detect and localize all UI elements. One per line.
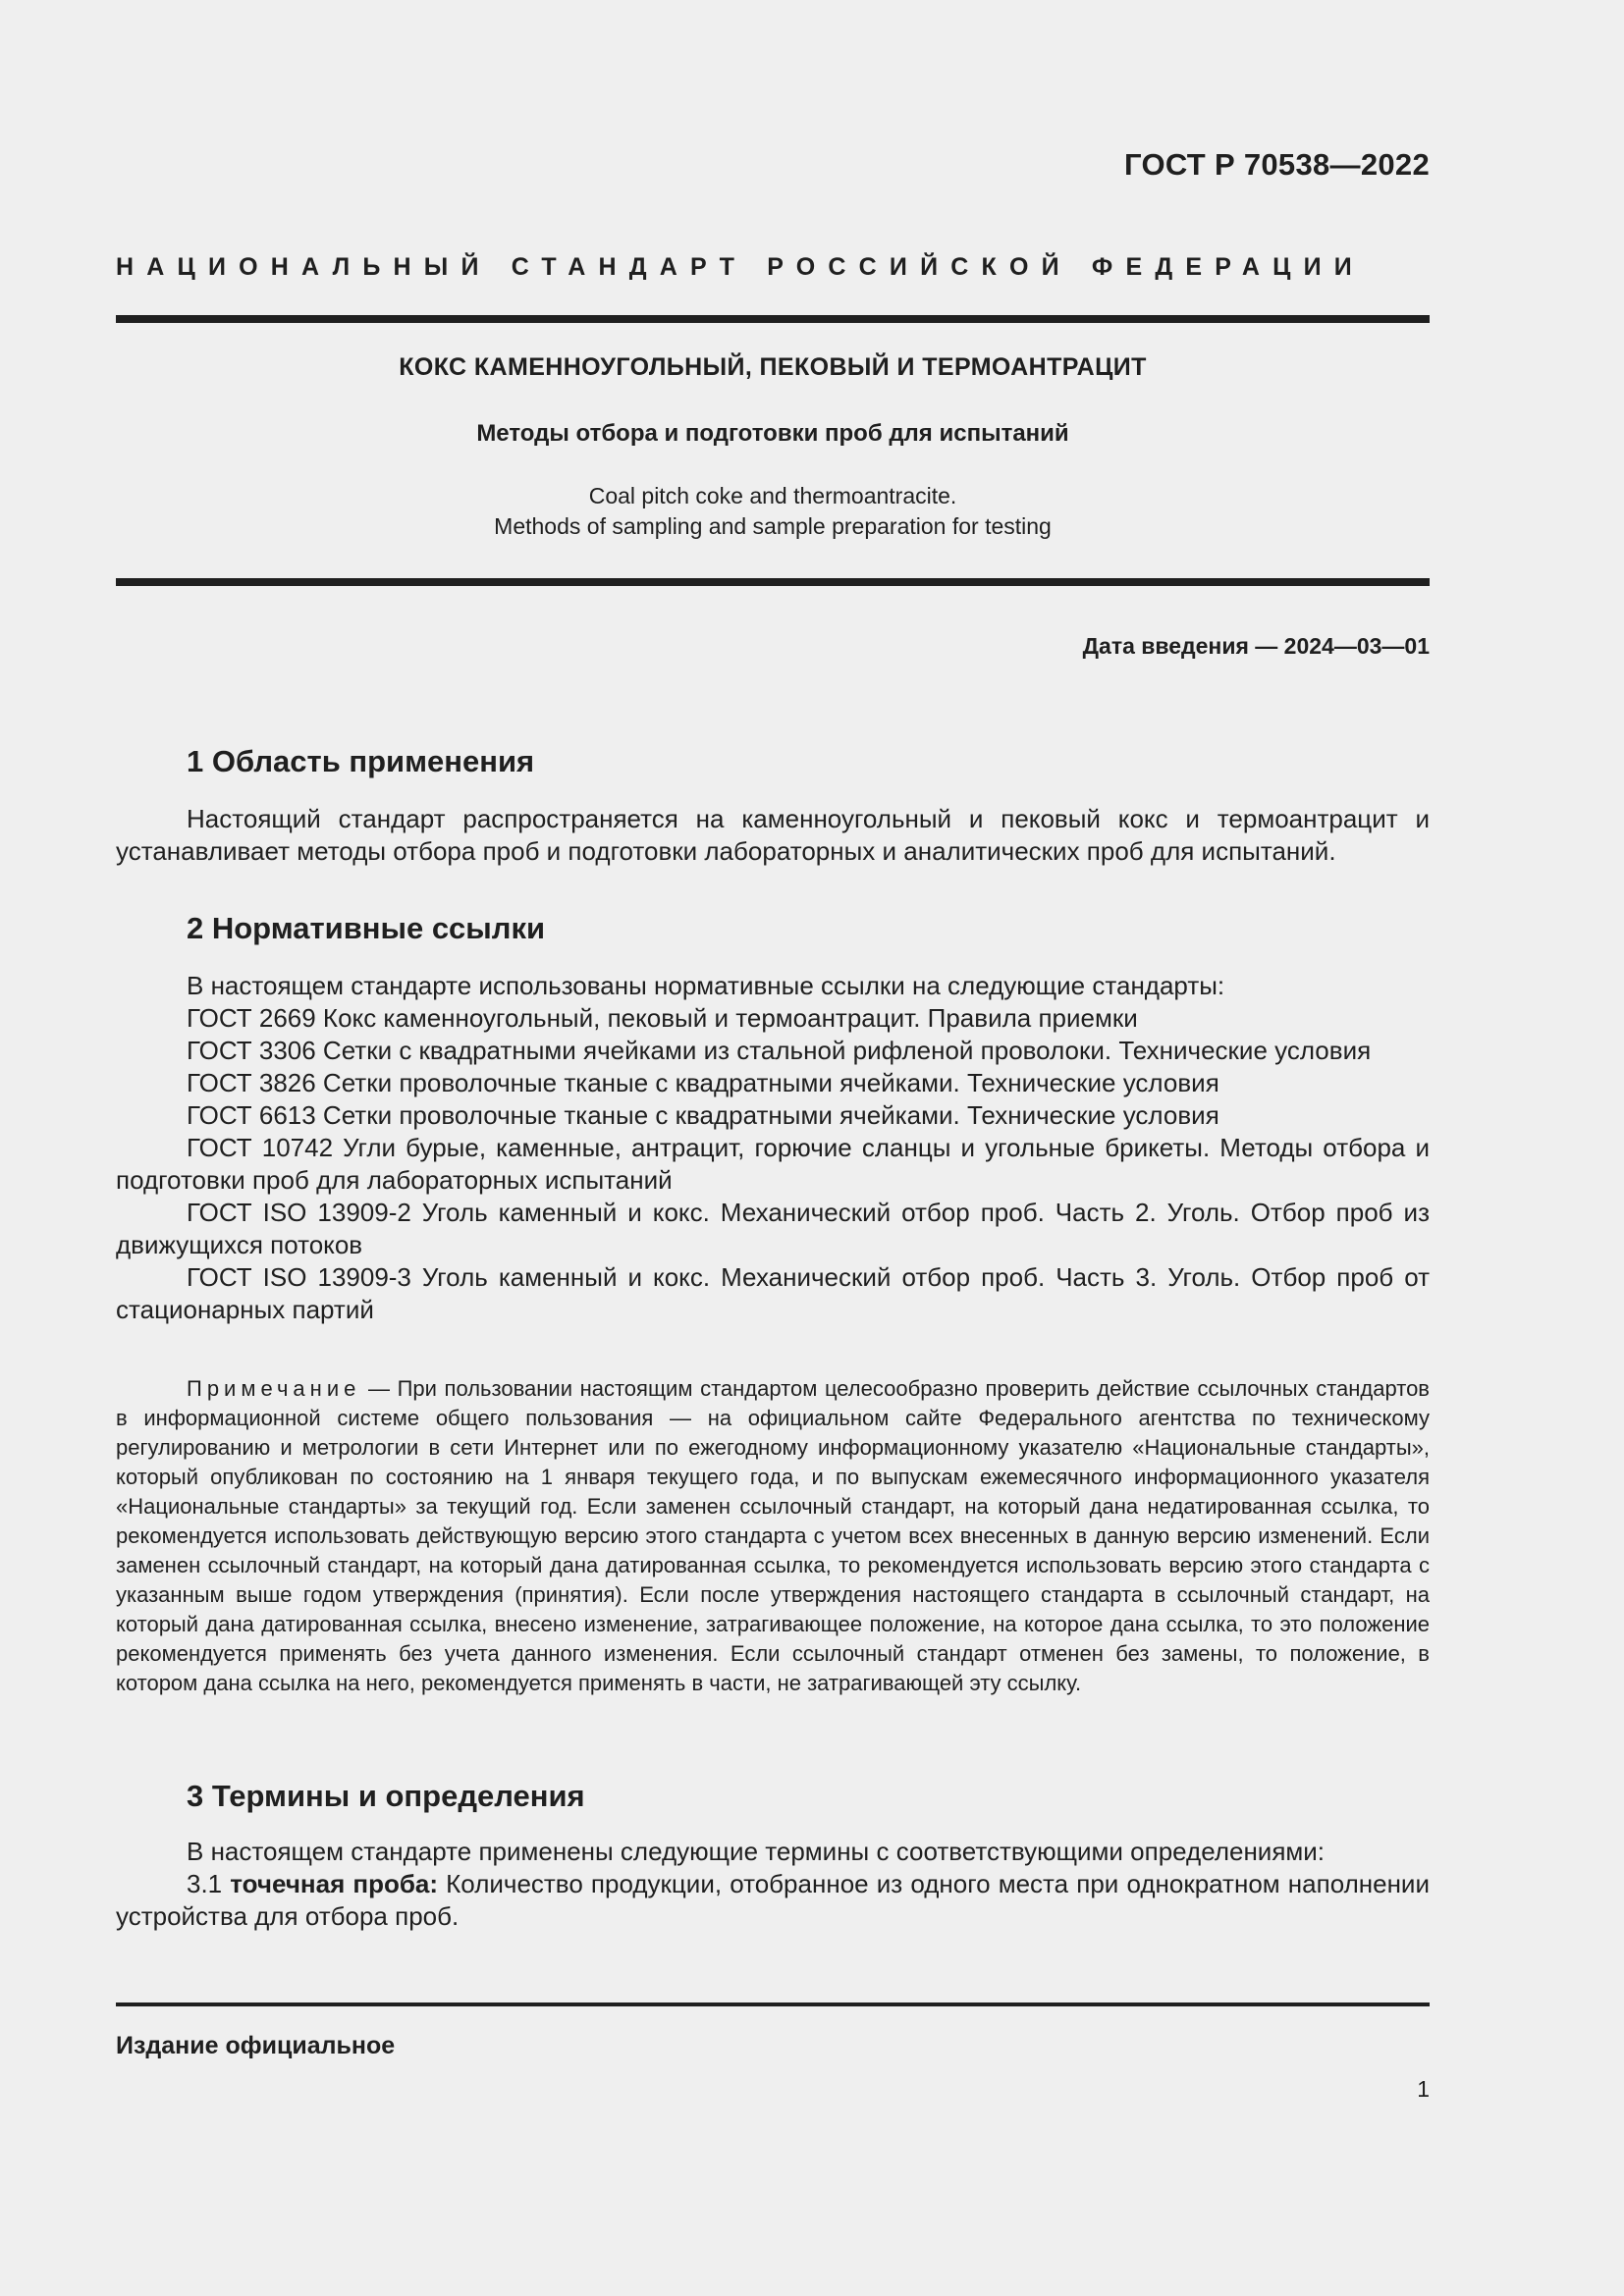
document-title: КОКС КАМЕННОУГОЛЬНЫЙ, ПЕКОВЫЙ И ТЕРМОАНТРАЦИТ [399, 353, 1147, 381]
reference-item: ГОСТ 3306 Сетки с квадратными ячейками из стальной рифленой проволоки. Технические условия [187, 1036, 1372, 1065]
normative-note [116, 1374, 1430, 1698]
reference-item: ГОСТ 6613 Сетки проволочные тканые с квадратными ячейками. Технические условия [187, 1100, 1219, 1130]
section-3-intro: В настоящем стандарте применены следующие термины с соответствующими определениями: [187, 1837, 1326, 1866]
gost-code: ГОСТ Р 70538—2022 [1124, 147, 1430, 182]
introduction-date: Дата введения — 2024—03—01 [1082, 633, 1430, 659]
term-definition [116, 1868, 1430, 1933]
header-rule [116, 315, 1430, 323]
reference-item: ГОСТ 2669 Кокс каменноугольный, пековый и термоантрацит. Правила приемки [187, 1003, 1138, 1033]
page-number: 1 [1417, 2076, 1430, 2102]
section-1-heading: 1 Область применения [187, 744, 535, 778]
section-3-heading: 3 Термины и определения [187, 1779, 585, 1813]
publication-label: Издание официальное [116, 2032, 396, 2059]
footer-rule [116, 2002, 1430, 2006]
section-2-body [116, 970, 1430, 1326]
national-standard-banner: НАЦИОНАЛЬНЫЙ СТАНДАРТ РОССИЙСКОЙ ФЕДЕРАЦИИ [116, 253, 1365, 281]
reference-item: ГОСТ ISO 13909-3 Уголь каменный и кокс. Механический отбор проб. Часть 3. Уголь. Отбор проб от стационарных партий [116, 1262, 1430, 1324]
note-label: Примечание [187, 1376, 361, 1401]
term-number: 3.1 [187, 1869, 231, 1898]
document-subtitle: Методы отбора и подготовки проб для испытаний [476, 420, 1069, 447]
term-name: точечная проба: [230, 1869, 439, 1898]
english-title-line-2: Methods of sampling and sample preparation for testing [494, 513, 1052, 539]
section-2-heading: 2 Нормативные ссылки [187, 911, 546, 945]
reference-item: ГОСТ ISO 13909-2 Уголь каменный и кокс. Механический отбор проб. Часть 2. Уголь. Отбор проб из движущихся потоков [116, 1198, 1430, 1259]
reference-item: ГОСТ 3826 Сетки проволочные тканые с квадратными ячейками. Технические условия [187, 1068, 1219, 1097]
section-1-body [116, 803, 1430, 868]
section-2-intro: В настоящем стандарте использованы нормативные ссылки на следующие стандарты: [187, 971, 1225, 1000]
reference-item: ГОСТ 10742 Угли бурые, каменные, антрацит, горючие сланцы и угольные брикеты. Методы отбора и подготовки проб для лабораторных испытаний [116, 1133, 1430, 1195]
english-title-line-1: Coal pitch coke and thermoantracite. [588, 483, 957, 508]
term-text: Количество продукции, отобранное из одного места при однократном наполнении устройства для отбора проб. [116, 1869, 1430, 1931]
document-title-english [116, 481, 1430, 542]
section-1-text: Настоящий стандарт распространяется на каменноугольный и пековый кокс и термоантрацит и устанавливает методы отбора проб и подготовки лабораторных и аналитических проб для испытаний. [116, 804, 1430, 866]
title-rule [116, 578, 1430, 586]
document-page [116, 0, 1430, 2296]
section-3-body [116, 1836, 1430, 1933]
note-text: — При пользовании настоящим стандартом целесообразно проверить действие ссылочных стандартов в информационной системе общего пользования — на официальном сайте Федерального агентства по техническому регулированию и метрологии в сети Интернет или по ежегодному информационному указателю «Национальные стандарты», который опубликован по состоянию на 1 января текущего года, и по выпускам ежемесячного информационного указателя «Национальные стандарты» за текущий год. Если заменен ссылочный стандарт, на который дана недатированная ссылка, то рекомендуется использовать действующую версию этого стандарта с учетом всех внесенных в данную версию изменений. Если заменен ссылочный стандарт, на который дана датированная ссылка, то рекомендуется использовать версию этого стандарта с указанным выше годом утверждения (принятия). Если после утверждения настоящего стандарта в ссылочный стандарт, на который дана датированная ссылка, внесено изменение, затрагивающее положение, на которое дана ссылка, то это положение рекомендуется применять без учета данного изменения. Если ссылочный стандарт отменен без замены, то положение, в котором дана ссылка на него, рекомендуется применять в части, не затрагивающей эту ссылку. [116, 1376, 1430, 1695]
